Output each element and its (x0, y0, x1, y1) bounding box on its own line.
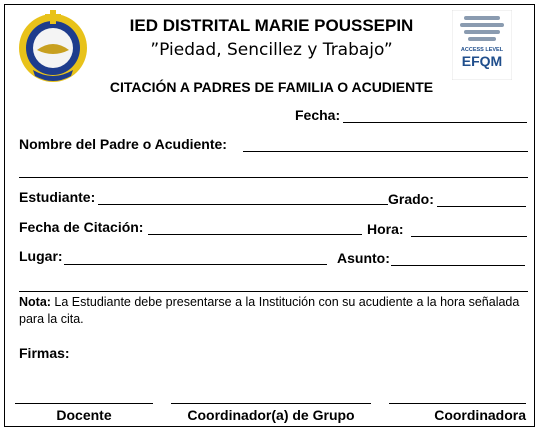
grado-label: Grado: (388, 191, 434, 207)
estudiante-label: Estudiante: (19, 189, 96, 205)
coordinador-grupo-label: Coordinador(a) de Grupo (187, 407, 355, 423)
fecha-citacion-label: Fecha de Citación: (19, 219, 144, 235)
hora-label: Hora: (367, 221, 404, 237)
document-title: CITACIÓN A PADRES DE FAMILIA O ACUDIENTE (109, 79, 434, 95)
nombre-field-line[interactable] (243, 151, 528, 152)
estudiante-field-line[interactable] (98, 204, 388, 205)
coordinadora-signature-line[interactable] (389, 403, 526, 404)
docente-signature-line[interactable] (15, 403, 153, 404)
hora-field-line[interactable] (411, 236, 527, 237)
nombre-field-line-2[interactable] (19, 177, 528, 178)
fecha-citacion-field-line[interactable] (148, 234, 362, 235)
school-name: IED DISTRITAL MARIE POUSSEPIN (129, 16, 414, 35)
firmas-label: Firmas: (19, 345, 70, 361)
lugar-field-line[interactable] (64, 264, 327, 265)
fecha-label: Fecha: (295, 107, 341, 123)
note-paragraph (19, 294, 524, 328)
note-text: La Estudiante debe presentarse a la Institución con su acudiente a la hora señalada para la cita. (19, 295, 520, 326)
fecha-field-line[interactable] (343, 122, 527, 123)
school-motto: ”Piedad, Sencillez y Trabajo” (150, 40, 393, 60)
docente-label: Docente (56, 407, 112, 423)
separator-line (19, 291, 528, 292)
note-label: Nota: (19, 295, 51, 309)
grado-field-line[interactable] (437, 206, 526, 207)
asunto-label: Asunto: (337, 250, 390, 266)
efqm-main-text: EFQM (461, 53, 503, 69)
asunto-field-line[interactable] (391, 265, 525, 266)
lugar-label: Lugar: (19, 248, 63, 264)
coordinadora-label: Coordinadora (434, 407, 526, 423)
efqm-top-text: ACCESS LEVEL (460, 47, 504, 53)
coordinador-grupo-signature-line[interactable] (171, 403, 371, 404)
nombre-label: Nombre del Padre o Acudiente: (19, 136, 227, 152)
